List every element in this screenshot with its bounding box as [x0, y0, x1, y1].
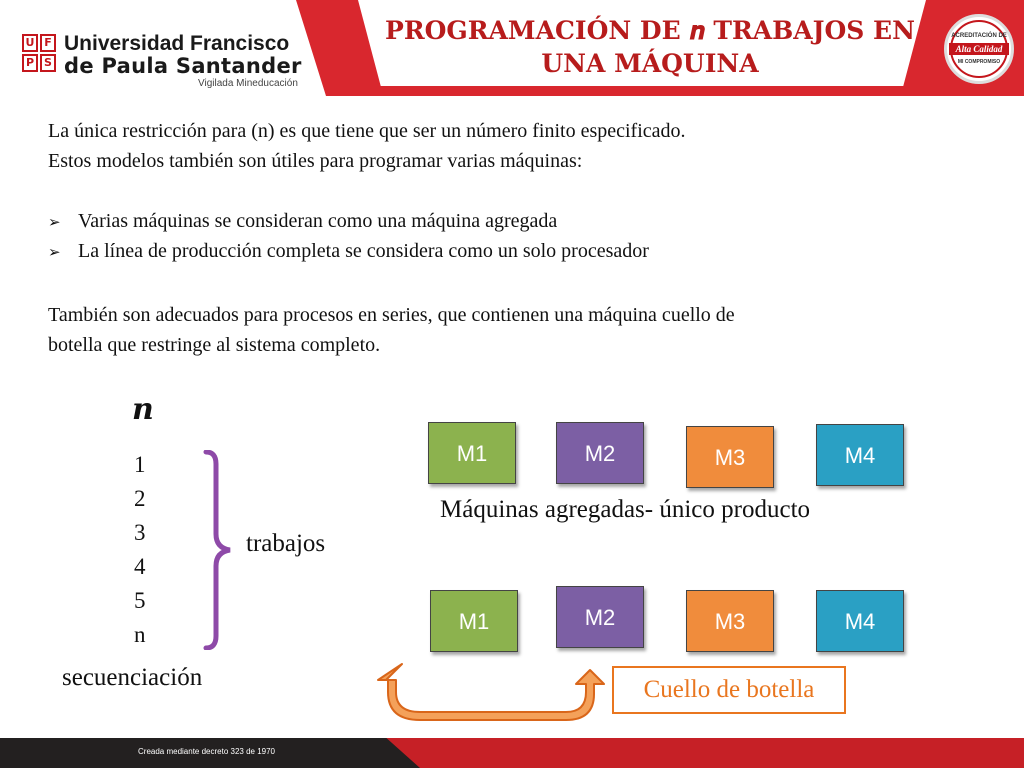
- logo-mark-letter: P: [22, 54, 38, 72]
- n-symbol: 𝒏: [132, 392, 154, 427]
- logo-mark-letter: U: [22, 34, 38, 52]
- logo-mark-letter: S: [40, 54, 56, 72]
- arrow-bullet-icon: ➢: [48, 213, 61, 231]
- logo-name-line2: de Paula Santander: [64, 54, 302, 78]
- machine-label: M3: [714, 609, 746, 634]
- job-item: 4: [134, 554, 146, 579]
- bottleneck-label: Cuello de botella: [612, 666, 846, 714]
- ufps-logo-mark: [22, 34, 58, 74]
- job-item: 5: [134, 588, 146, 613]
- footer-text: Creada mediante decreto 323 de 1970: [138, 747, 275, 756]
- job-item: 2: [134, 486, 146, 511]
- job-item: 1: [134, 452, 146, 477]
- logo-tagline: Vigilada Mineducación: [198, 78, 298, 89]
- machine-label: M4: [844, 609, 876, 634]
- header: [0, 0, 1024, 96]
- machine-box: [556, 422, 644, 484]
- badge-top-text: ACREDITACIÓN DE: [951, 33, 1007, 39]
- machine-label: M1: [458, 609, 490, 634]
- badge-bottom-text: MI COMPROMISO: [957, 59, 1001, 65]
- job-item: n: [134, 622, 146, 647]
- slide-title-line2: UNA MÁQUINA: [541, 49, 759, 78]
- slide-title-line1: PROGRAMACIÓN DE 𝒏 TRABAJOS EN: [385, 16, 915, 45]
- machine-box: [686, 426, 774, 488]
- machine-label: M3: [714, 445, 746, 470]
- paragraph-1-line-1: La única restricción para (n) es que tiene que ser un número finito especificado.: [48, 120, 686, 142]
- slide-title: [380, 14, 920, 80]
- footer: [0, 738, 1024, 768]
- machine-label: M4: [844, 443, 876, 468]
- machine-label: M2: [584, 441, 616, 466]
- machine-box: [816, 590, 904, 652]
- job-list: [134, 448, 146, 652]
- aggregated-machines-caption: Máquinas agregadas- único producto: [440, 496, 811, 523]
- university-logo: [22, 32, 302, 90]
- job-item: 3: [134, 520, 146, 545]
- paragraph-2-line-1: También son adecuados para procesos en series, que contienen una máquina cuello de: [48, 304, 735, 326]
- machine-box: [428, 422, 516, 484]
- machine-box: [556, 586, 644, 648]
- logo-name-line1: Universidad Francisco: [64, 32, 290, 55]
- paragraph-1-line-2: Estos modelos también son útiles para programar varias máquinas:: [48, 150, 583, 172]
- paragraph-2-line-2: botella que restringe al sistema completo.: [48, 334, 381, 356]
- accreditation-badge: [944, 14, 1014, 84]
- jobs-label: trabajos: [246, 530, 326, 557]
- bottleneck-arrow-icon: [376, 650, 606, 722]
- machine-label: M1: [456, 441, 488, 466]
- machine-label: M2: [584, 605, 616, 630]
- arrow-bullet-icon: ➢: [48, 243, 61, 261]
- bullet-item: [48, 236, 649, 267]
- bullet-text: Varias máquinas se consideran como una máquina agregada: [78, 210, 558, 232]
- sequencing-label: secuenciación: [62, 664, 203, 691]
- machine-box: [816, 424, 904, 486]
- bullet-item: [48, 206, 557, 237]
- logo-mark-letter: F: [40, 34, 56, 52]
- bullet-text: La línea de producción completa se considera como un solo procesador: [78, 240, 649, 262]
- badge-ribbon-text: Alta Calidad: [949, 43, 1009, 55]
- machine-box: [686, 590, 774, 652]
- machine-box: [430, 590, 518, 652]
- curly-brace: [200, 450, 240, 650]
